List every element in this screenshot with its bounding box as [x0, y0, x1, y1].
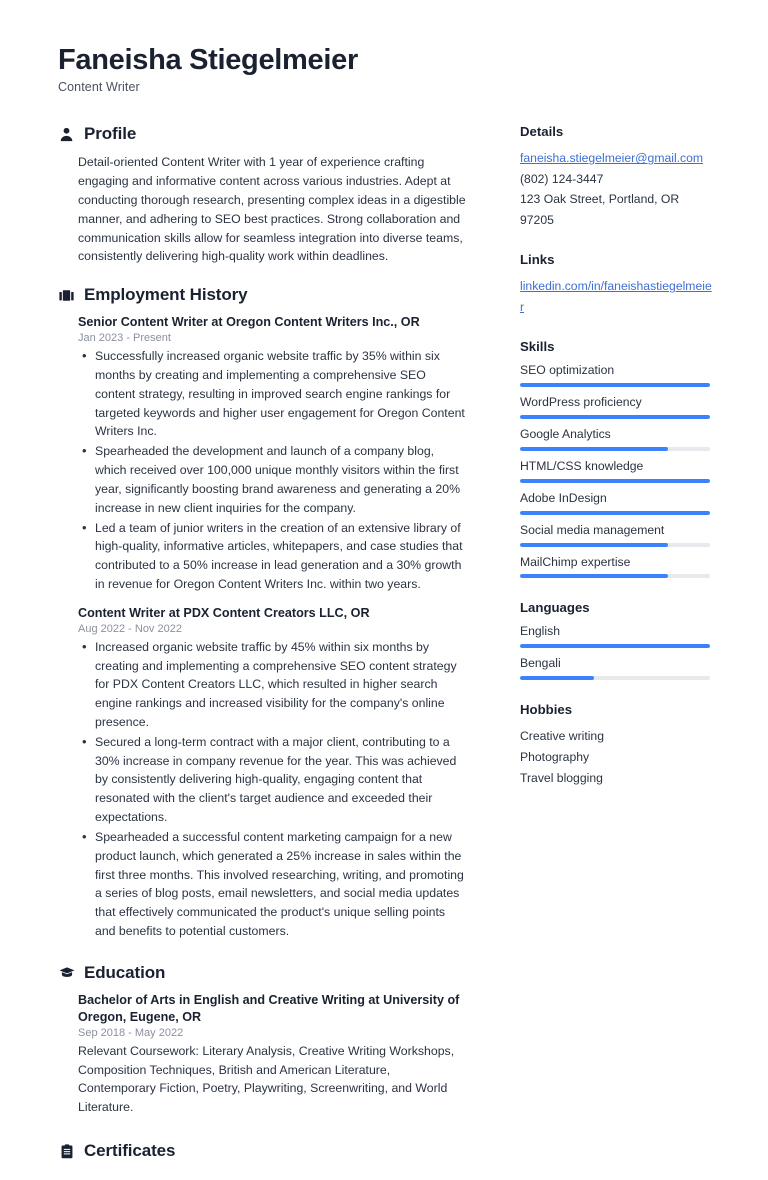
- language-rating-fill: [520, 644, 710, 648]
- skill-rating-fill: [520, 543, 668, 547]
- user-icon: [58, 126, 75, 143]
- sidebar-languages: [520, 600, 712, 680]
- skill-rating-track: [520, 383, 710, 387]
- section-certificates: [58, 1141, 466, 1161]
- skill-label: HTML/CSS knowledge: [520, 458, 644, 473]
- bullet-item: • Led a team of junior writers in the creation of an extensive library of high-quality, informative articles, whitepapers, and case studies that contributed to a 50% increase in lead generation and a 30% growth in revenue for Oregon Content Writers Inc. within two years.: [78, 519, 466, 594]
- skill-rating-track: [520, 543, 710, 547]
- hobby-item: Creative writing: [520, 729, 604, 744]
- sidebar-column: [482, 124, 712, 811]
- section-employment: [58, 285, 466, 941]
- skill-row: [520, 395, 712, 419]
- section-certificates-header: [58, 1141, 466, 1161]
- language-label: English: [520, 624, 560, 639]
- section-education: [58, 963, 466, 1117]
- postal-address: 123 Oak Street, Portland, OR 97205: [520, 192, 680, 227]
- skill-row: [520, 555, 712, 579]
- sidebar-details: [520, 124, 712, 230]
- sidebar-hobbies: [520, 702, 712, 789]
- resume-columns: [58, 124, 713, 1180]
- employment-entry: [78, 314, 466, 594]
- section-profile: [58, 124, 466, 266]
- section-education-title: Education: [84, 962, 166, 982]
- section-education-body: [58, 992, 466, 1117]
- skill-rating-track: [520, 447, 710, 451]
- sidebar-hobbies-title: Hobbies: [520, 702, 573, 718]
- bullet-item: • Successfully increased organic website traffic by 35% within six months by creating and implementing a comprehensive SEO content strategy, resulting in improved search engine rankings for targeted keywords and higher user engagement for Oregon Content Writers Inc.: [78, 347, 466, 441]
- skill-row: [520, 523, 712, 547]
- employment-entry-title: Content Writer at PDX Content Creators LLC, OR: [78, 605, 370, 620]
- language-row: [520, 656, 712, 680]
- bullet-item: • Spearheaded a successful content marketing campaign for a new product launch, which generated a 25% increase in sales within the first three months. This involved researching, writing, and promoting a series of blog posts, email newsletters, and social media updates that effectively communicated the product's unique selling points and benefits to potential customers.: [78, 828, 466, 941]
- section-profile-header: [58, 124, 466, 144]
- education-entry: [78, 992, 466, 1117]
- education-entry-title: Bachelor of Arts in English and Creative Writing at University of Oregon, Eugene, OR: [78, 992, 460, 1024]
- skill-label: MailChimp expertise: [520, 554, 631, 569]
- skill-row: [520, 491, 712, 515]
- section-employment-body: [58, 314, 466, 941]
- skill-row: [520, 459, 712, 483]
- language-rating-fill: [520, 676, 594, 680]
- language-label: Bengali: [520, 656, 561, 671]
- employment-entry-bullets: [78, 347, 466, 594]
- skill-label: Google Analytics: [520, 427, 611, 442]
- sidebar-languages-title: Languages: [520, 600, 590, 616]
- hobby-item: Photography: [520, 750, 590, 765]
- language-rating-track: [520, 644, 710, 648]
- section-employment-header: [58, 285, 466, 305]
- resume-header: [58, 44, 713, 94]
- skill-label: Adobe InDesign: [520, 490, 607, 505]
- skill-rating-fill: [520, 479, 710, 483]
- education-entry-description: Relevant Coursework: Literary Analysis, Creative Writing Workshops, Composition Techniques, British and American Literature, Contemporary Fiction, Poetry, Playwriting, Screenwriting, and World Literature.: [78, 1043, 455, 1115]
- phone-number: (802) 124-3447: [520, 171, 604, 186]
- graduation-cap-icon: [58, 964, 75, 981]
- language-row: [520, 624, 712, 648]
- skill-label: SEO optimization: [520, 363, 615, 378]
- employment-entry: [78, 605, 466, 941]
- bullet-item: • Increased organic website traffic by 45% within six months by creating and implementing a comprehensive SEO content strategy for PDX Content Creators LLC, which resulted in higher search engine rankings and increased visibility for the company's online presence.: [78, 638, 466, 732]
- education-entry-date: Sep 2018 - May 2022: [78, 1026, 184, 1039]
- bullet-item: • Spearheaded the development and launch of a company blog, which received over 100,000 unique monthly visitors within the first year, significantly boosting brand awareness and generating a 20% increase in new client inquiries for the company.: [78, 442, 466, 517]
- language-rating-track: [520, 676, 710, 680]
- sidebar-links: [520, 252, 712, 317]
- sidebar-skills-title: Skills: [520, 339, 555, 355]
- certificate-icon: [58, 1143, 75, 1160]
- employment-entry-title: Senior Content Writer at Oregon Content Writers Inc., OR: [78, 315, 420, 330]
- section-education-header: [58, 963, 466, 983]
- skill-rating-fill: [520, 447, 668, 451]
- linkedin-link[interactable]: linkedin.com/in/faneishastiegelmeier: [520, 279, 712, 314]
- employment-entry-date: Aug 2022 - Nov 2022: [78, 622, 182, 635]
- skill-rating-track: [520, 415, 710, 419]
- skill-rating-fill: [520, 415, 710, 419]
- section-profile-body: [58, 153, 466, 266]
- section-employment-title: Employment History: [84, 285, 248, 305]
- briefcase-icon: [58, 287, 75, 304]
- skill-rating-track: [520, 574, 710, 578]
- candidate-job-title: Content Writer: [58, 80, 140, 95]
- sidebar-details-title: Details: [520, 124, 564, 140]
- employment-entry-date: Jan 2023 - Present: [78, 332, 171, 345]
- skill-label: WordPress proficiency: [520, 395, 642, 410]
- employment-entry-bullets: [78, 638, 466, 941]
- bullet-item: • Secured a long-term contract with a major client, contributing to a 30% increase in company revenue for the year. This was achieved by consistently delivering high-quality, engaging content that resonated with the client's target audience and exceeded their expectations.: [78, 733, 466, 827]
- skill-rating-fill: [520, 511, 710, 515]
- main-column: [58, 124, 482, 1180]
- skill-row: [520, 363, 712, 387]
- sidebar-skills: [520, 339, 712, 578]
- section-profile-title: Profile: [84, 124, 137, 144]
- candidate-name: Faneisha Stiegelmeier: [58, 44, 358, 76]
- section-certificates-title: Certificates: [84, 1141, 176, 1161]
- hobby-item: Travel blogging: [520, 771, 603, 786]
- skill-rating-fill: [520, 574, 668, 578]
- profile-text: Detail-oriented Content Writer with 1 year of experience crafting engaging and informative content across various industries. Adept at conducting thorough research, presenting complex ideas in a digestible manner, and adhering to SEO best practices. Strong collaboration and communication skills allow for seamless integration into diverse teams, consistently delivering high-quality work within deadlines.: [78, 155, 466, 264]
- skill-rating-fill: [520, 383, 710, 387]
- skill-rating-track: [520, 511, 710, 515]
- skill-rating-track: [520, 479, 710, 483]
- skill-row: [520, 427, 712, 451]
- skill-label: Social media management: [520, 522, 665, 537]
- sidebar-links-title: Links: [520, 252, 555, 268]
- email-link[interactable]: faneisha.stiegelmeier@gmail.com: [520, 151, 704, 166]
